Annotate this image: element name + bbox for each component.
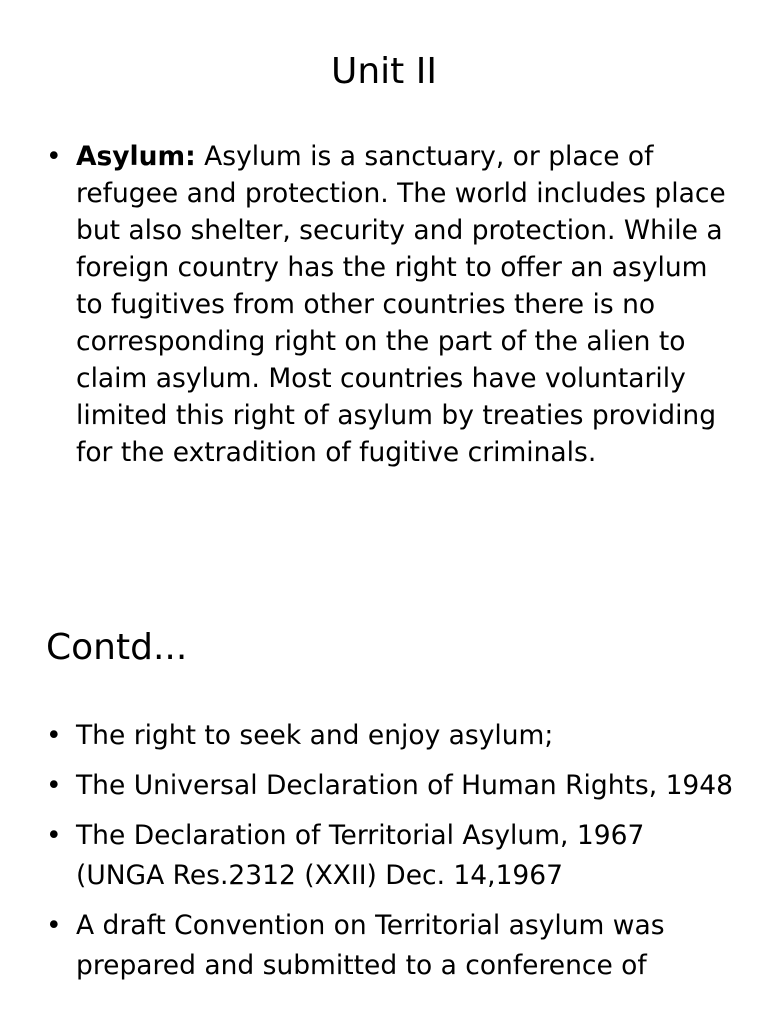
bullet-dot: • (46, 820, 62, 851)
bullet-text: The Declaration of Territorial Asylum, 1967 (UNGA Res.2312 (XXII) Dec. 14,1967 (76, 820, 645, 891)
slide-contd (0, 576, 768, 1024)
bullet-text: Asylum is a sanctuary, or place of refugee and protection. The world includes place but also shelter, security and protection. While a foreign country has the right to offer an asylum to fugitives from other countries there is no corresponding right on the part of the alien to claim asylum. Most countries have voluntarily limited this right of asylum by treaties providing for the extradition of fugitive criminals. (76, 141, 726, 468)
bullet-text: A draft Convention on Territorial asylum was prepared and submitted to a conference of (76, 910, 665, 981)
bullet-dot: • (46, 141, 62, 172)
bullet-item-asylum (46, 138, 736, 471)
bullet-item (46, 816, 736, 896)
bullet-item (46, 716, 736, 756)
bullet-term: Asylum: (76, 141, 196, 172)
bullet-dot: • (46, 770, 62, 801)
bullet-dot: • (46, 720, 62, 751)
bullet-list (46, 138, 736, 471)
bullet-text: The right to seek and enjoy asylum; (76, 720, 554, 751)
bullet-list (46, 716, 736, 996)
bullet-text: The Universal Declaration of Human Rights, 1948 (76, 770, 734, 801)
slide-title: Unit II (331, 51, 437, 92)
bullet-item (46, 906, 736, 986)
bullet-dot: • (46, 910, 62, 941)
slide-title: Contd... (46, 627, 188, 668)
bullet-item (46, 766, 736, 806)
